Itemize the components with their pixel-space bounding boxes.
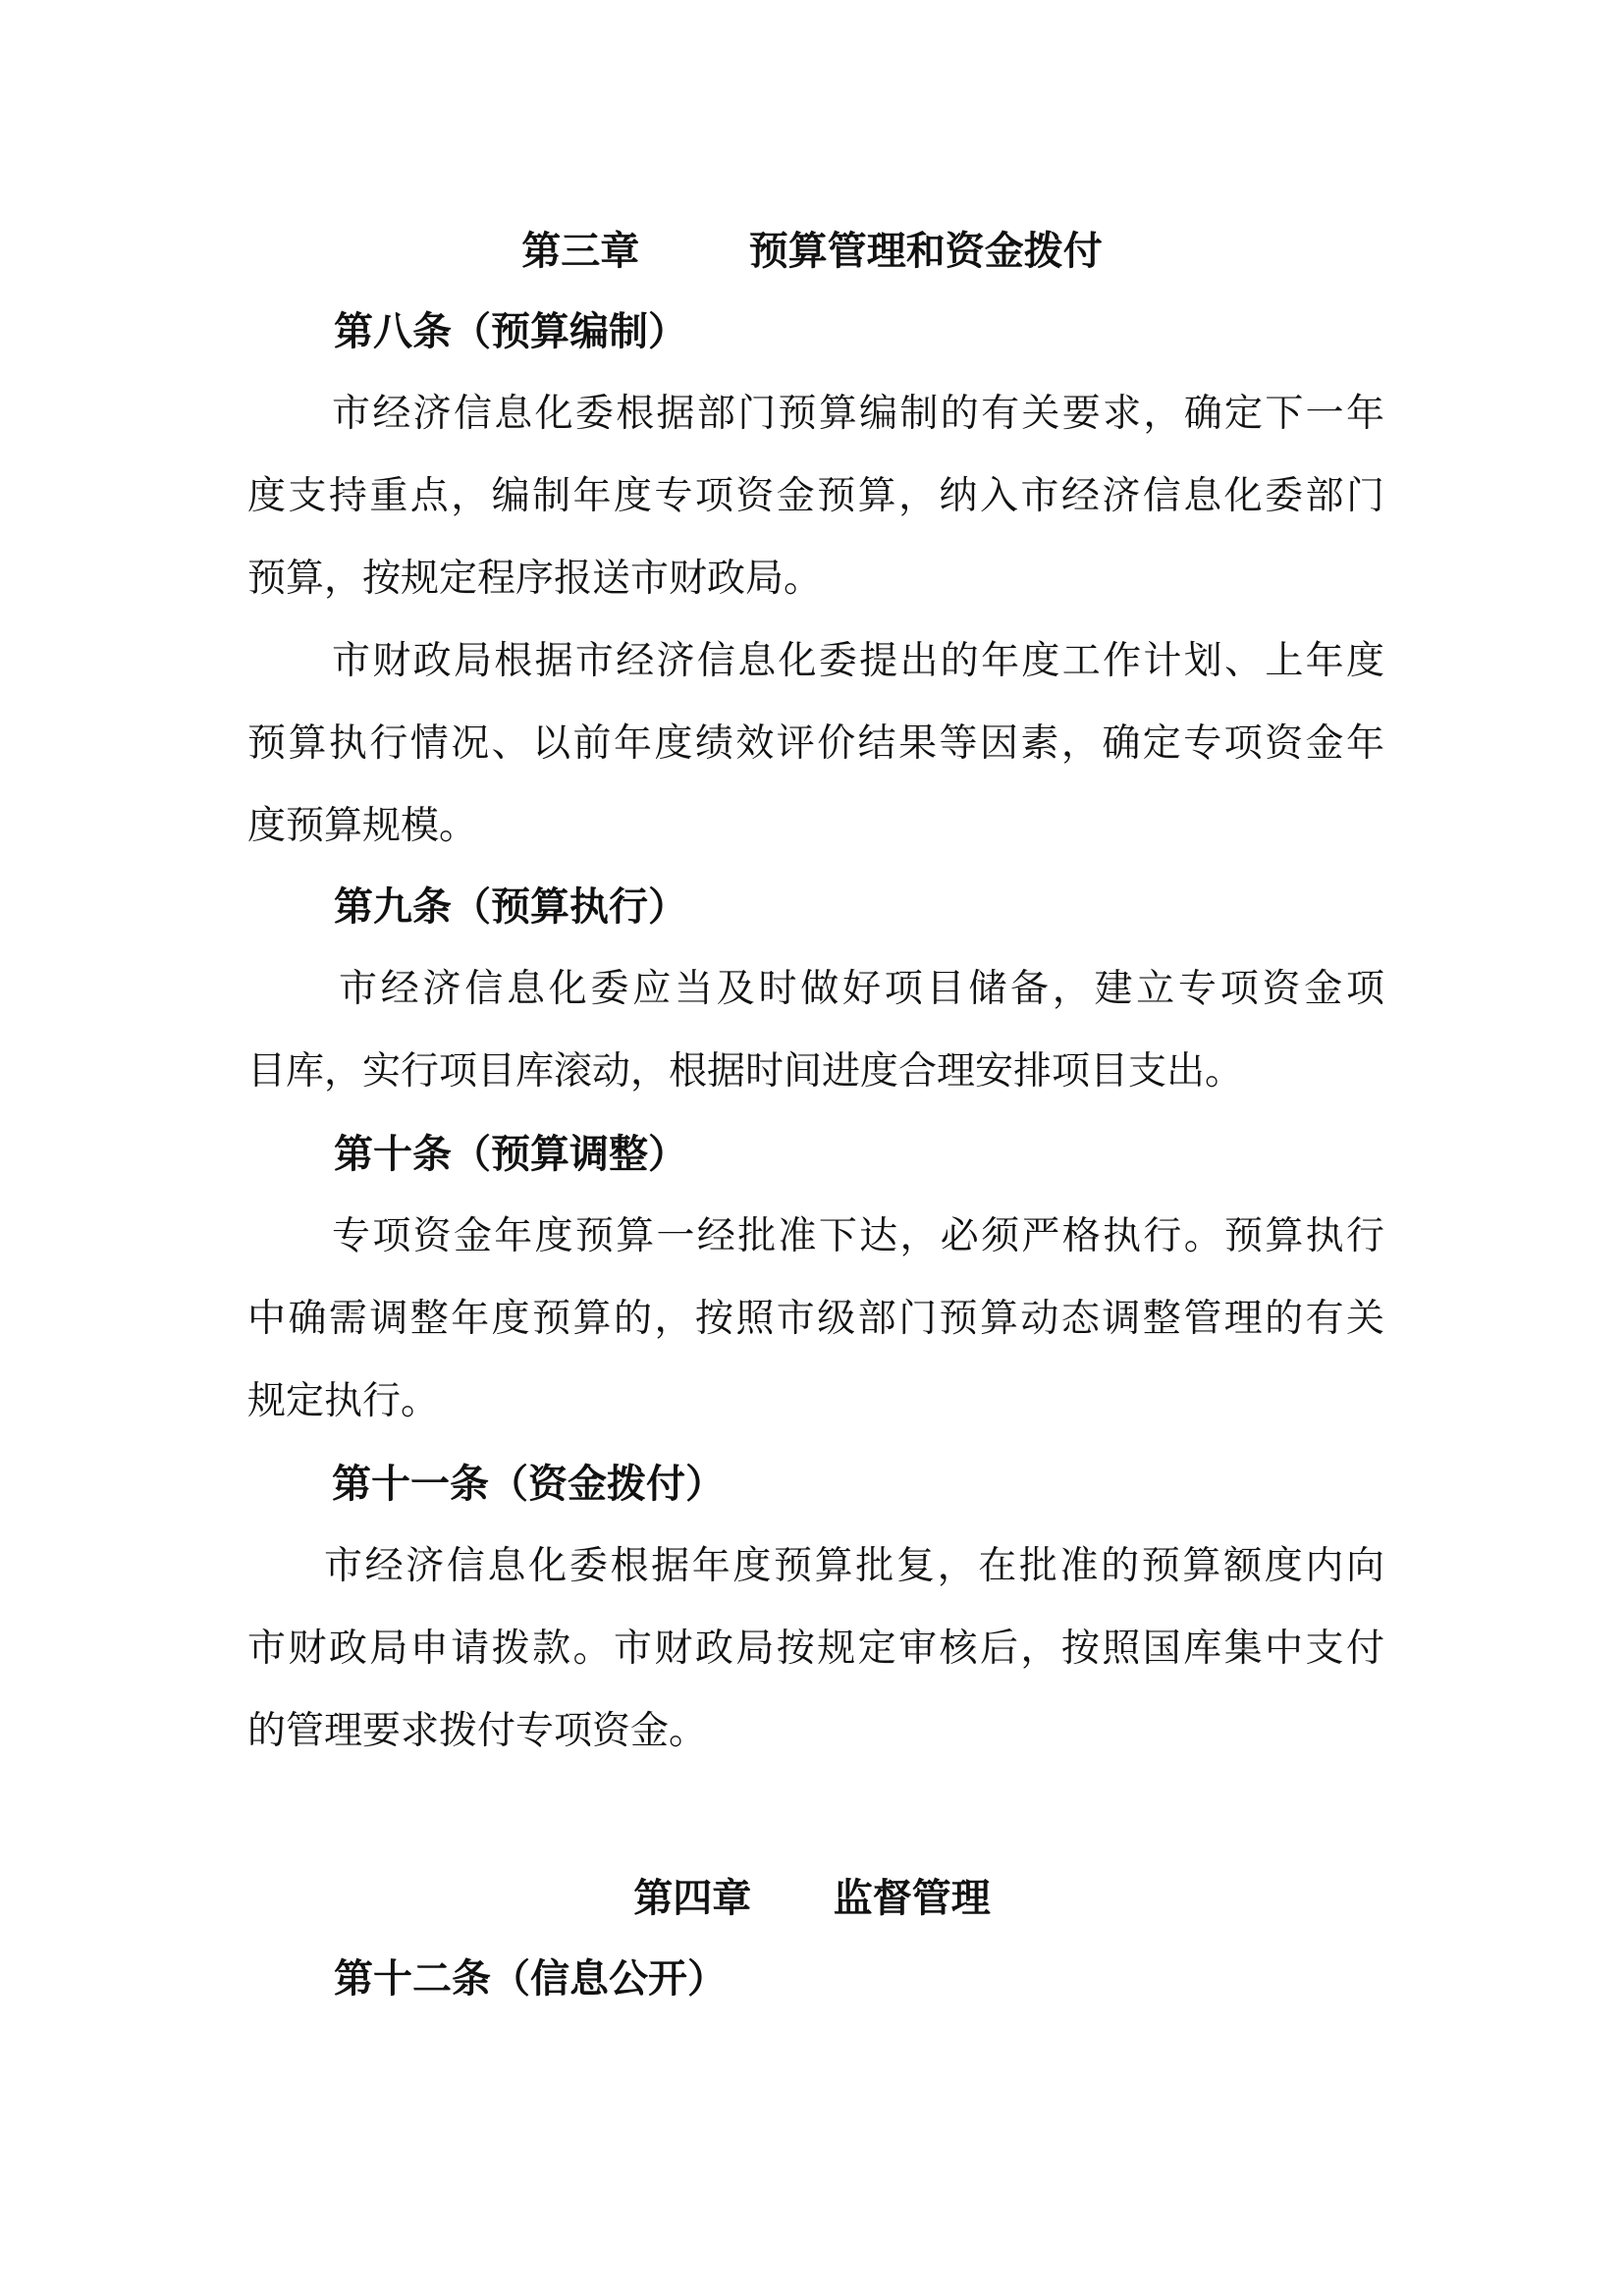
article-10-para1-line3: 规定执行。	[247, 1379, 440, 1423]
article-9-para1-line2: 目库，实行项目库滚动，根据时间进度合理安排项目支出。	[247, 1049, 1244, 1094]
article-11-para1-line3: 的管理要求拨付专项资金。	[247, 1709, 708, 1753]
article-8-heading: 第八条（预算编制）	[334, 308, 687, 354]
article-11-para1-line1: 市经济信息化委根据年度预算批复，在批准的预算额度内向	[324, 1544, 1384, 1588]
article-8-para2-line1: 市财政局根据市经济信息化委提出的年度工作计划、上年度	[332, 639, 1384, 683]
article-9-para1-line1: 市经济信息化委应当及时做好项目储备，建立专项资金项	[339, 967, 1384, 1011]
article-10-para1-line2: 中确需调整年度预算的，按照市级部门预算动态调整管理的有关	[247, 1297, 1384, 1341]
article-12-heading: 第十二条（信息公开）	[334, 1955, 727, 2002]
article-8-para1-line2: 度支持重点，编制年度专项资金预算，纳入市经济信息化委部门	[247, 474, 1384, 518]
article-8-para2-line3: 度预算规模。	[247, 804, 478, 848]
article-10-heading: 第十条（预算调整）	[334, 1131, 687, 1177]
chapter-4-title: 第四章 监督管理	[633, 1875, 991, 1921]
article-8-para1-line1: 市经济信息化委根据部门预算编制的有关要求，确定下一年	[332, 392, 1384, 436]
article-10-para1-line1: 专项资金年度预算一经批准下达，必须严格执行。预算执行	[332, 1214, 1384, 1258]
article-11-para1-line2: 市财政局申请拨款。市财政局按规定审核后，按照国库集中支付	[247, 1627, 1384, 1671]
article-9-heading: 第九条（预算执行）	[334, 883, 687, 930]
article-8-para2-line2: 预算执行情况、以前年度绩效评价结果等因素，确定专项资金年	[247, 721, 1384, 766]
chapter-3-title: 第三章 预算管理和资金拨付	[521, 228, 1103, 274]
article-11-heading: 第十一条（资金拨付）	[332, 1461, 725, 1507]
article-8-para1-line3: 预算，按规定程序报送市财政局。	[247, 557, 823, 601]
